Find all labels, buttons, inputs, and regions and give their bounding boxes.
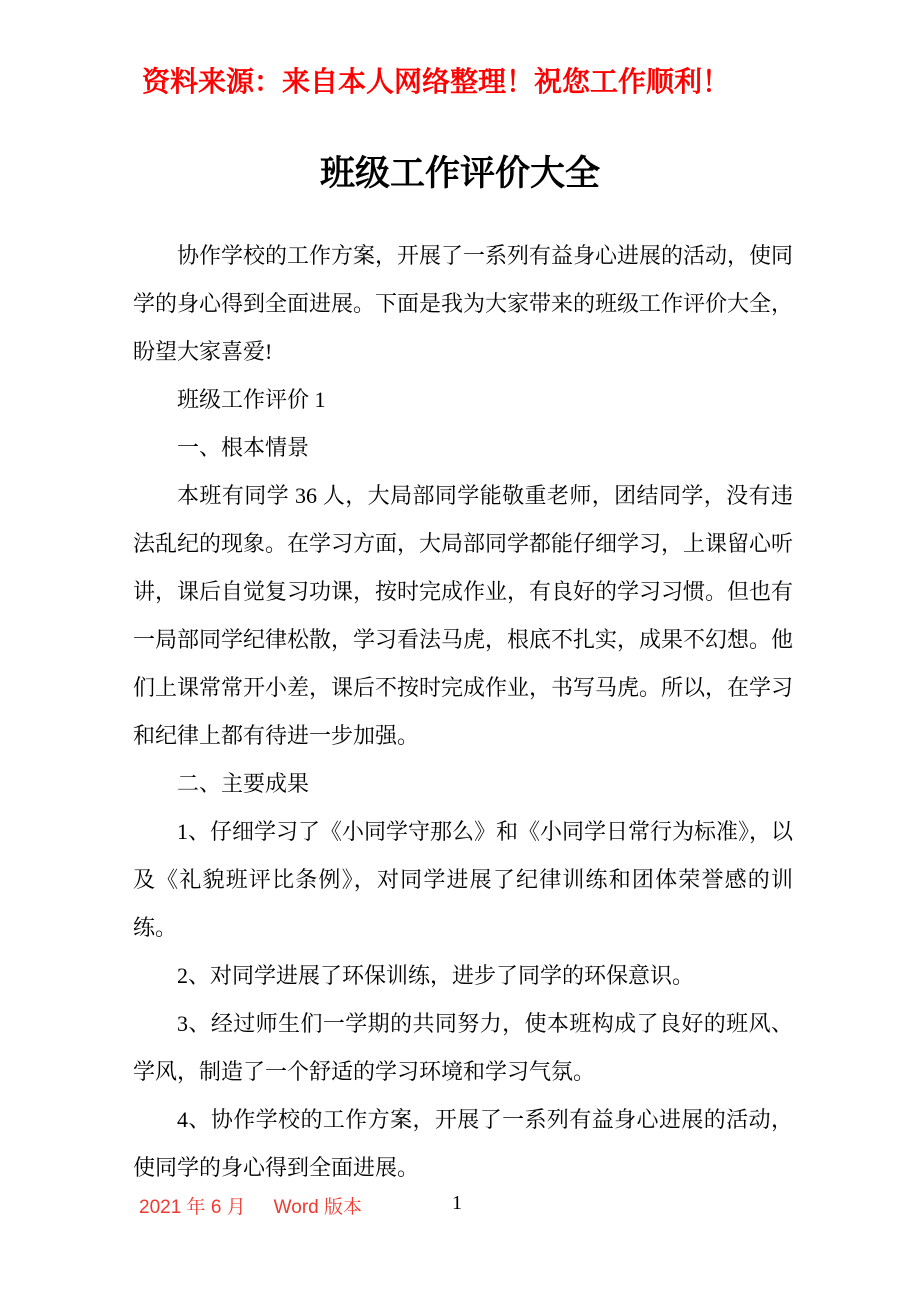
document-title: 班级工作评价大全 [319, 154, 600, 193]
body-paragraph: 4、协作学校的工作方案，开展了一系列有益身心进展的活动，使同学的身心得到全面进展。 [133, 1107, 793, 1180]
document-body [133, 232, 793, 1192]
body-paragraph: 一、根本情景 [177, 435, 310, 460]
page-number: 1 [452, 1192, 462, 1214]
body-paragraph: 3、经过师生们一学期的共同努力，使本班构成了良好的班风、学风，制造了一个舒适的学习环境和学习气氛。 [133, 1011, 793, 1084]
footer-meta [139, 1192, 362, 1219]
body-paragraph: 2、对同学进展了环保训练，进步了同学的环保意识。 [177, 963, 695, 988]
source-notice: 资料来源：来自本人网络整理！祝您工作顺利！ [142, 67, 731, 98]
body-paragraph: 协作学校的工作方案，开展了一系列有益身心进展的活动，使同学的身心得到全面进展。下面是我为大家带来的班级工作评价大全，盼望大家喜爱! [133, 243, 794, 364]
body-paragraph: 本班有同学 36 人，大局部同学能敬重老师，团结同学，没有违法乱纪的现象。在学习方面，大局部同学都能仔细学习，上课留心听讲，课后自觉复习功课，按时完成作业，有良好的学习习惯。但也有一局部同学纪律松散，学习看法马虎，根底不扎实，成果不幻想。他们上课常常开小差，课后不按时完成作业，书写马虎。所以，在学习和纪律上都有待进一步加强。 [133, 483, 794, 748]
body-paragraph: 二、主要成果 [177, 771, 310, 796]
body-paragraph: 班级工作评价 1 [177, 387, 326, 412]
page-footer [0, 1192, 920, 1218]
body-paragraph: 1、仔细学习了《小同学守那么》和《小同学日常行为标准》，以及《礼貌班评比条例》，对同学进展了纪律训练和团体荣誉感的训练。 [133, 819, 794, 940]
footer-version-label: Word 版本 [273, 1197, 363, 1218]
footer-date: 2021 年 6 月 [139, 1197, 246, 1218]
